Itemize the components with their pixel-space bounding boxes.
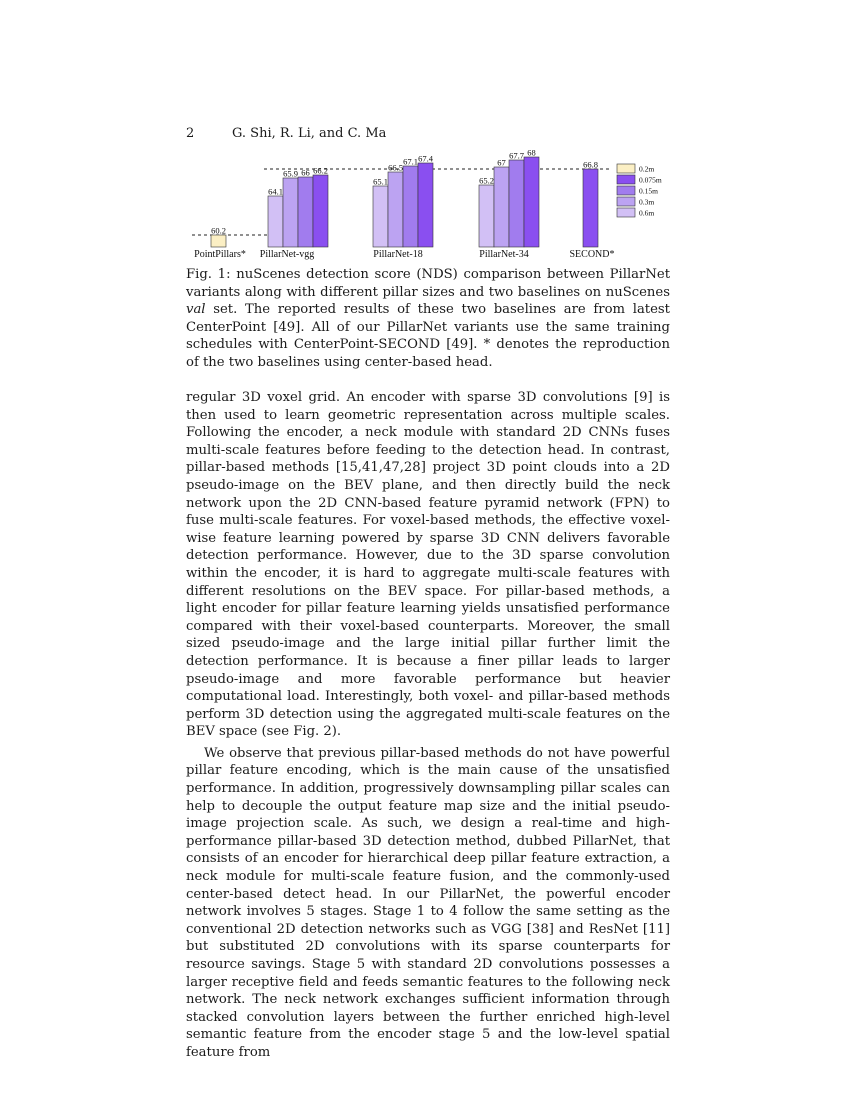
bar-second-0.075m [583, 169, 598, 247]
caption-italic: val [186, 302, 206, 318]
legend-label: 0.075m [639, 175, 662, 185]
bar-pillarnet34-0.15m [509, 160, 524, 247]
nds-bar-chart [186, 147, 676, 260]
bar-pillarnet18-0.6m [373, 186, 388, 247]
paragraph: We observe that previous pillar-based methods do not have powerful pillar feature encoding, which is the main cause of the unsatisfied performance. In addition, progressively downsampling pillar scales can help to decouple the output feature map size and the initial pseudo-image projection scale. As such, we design a real-time and high-performance pillar-based 3D detection method, dubbed PillarNet, that consists of an encoder for hierarchical deep pillar feature extraction, a neck module for multi-scale feature fusion, and the commonly-used center-based detect head. In our PillarNet, the powerful encoder network involves 5 stages. Stage 1 to 4 follow the same setting as the conventional 2D detection networks such as VGG [38] and ResNet [11] but substituted 2D convolutions with its sparse counterparts for resource savings. Stage 5 with standard 2D convolutions possesses a larger receptive field and feeds semantic features to the following neck network. The neck network exchanges sufficient information through stacked convolution layers between the further enriched high-level semantic feature from the encoder stage 5 and the low-level spatial feature from [186, 745, 670, 1060]
group-label: PillarNet-34 [479, 249, 529, 260]
body-text [186, 389, 670, 1062]
bar-value-label: 67 [497, 157, 506, 168]
bar-pillarnet18-0.15m [403, 166, 418, 247]
legend-swatch [617, 175, 635, 184]
bar-pillarnet34-0.6m [479, 185, 494, 247]
group-label: SECOND* [569, 249, 615, 260]
bar-value-label: 66.8 [583, 159, 598, 170]
bar-pillarnet34-0.3m [494, 167, 509, 247]
bar-value-label: 66.2 [313, 165, 328, 176]
caption-text-1: nuScenes detection score (NDS) comparison between PillarNet variants along with different pillar sizes and two baselines on nuScenes [186, 267, 670, 300]
bar-pillarnetvgg-0.6m [268, 196, 283, 247]
group-label: PillarNet-vgg [259, 249, 315, 260]
bar-pillarnet18-0.075m [418, 163, 433, 247]
bar-pillarnetvgg-0.15m [298, 177, 313, 247]
bar-pillarnetvgg-0.075m [313, 175, 328, 247]
bar-value-label: 65.9 [283, 168, 298, 179]
bar-value-label: 60.2 [211, 225, 226, 236]
bar-pillarnet34-0.075m [524, 157, 539, 247]
figure-label: Fig. 1: [186, 267, 231, 282]
bar-value-label: 65.2 [479, 175, 494, 186]
legend-label: 0.2m [639, 164, 655, 174]
bar-value-label: 66 [301, 167, 310, 178]
bar-pointpillars-0.2m [211, 235, 226, 247]
figure-caption [186, 266, 670, 372]
legend-swatch [617, 197, 635, 206]
group-label: PointPillars* [194, 249, 246, 260]
legend-label: 0.3m [639, 197, 655, 207]
legend-swatch [617, 208, 635, 217]
legend-label: 0.15m [639, 186, 658, 196]
legend-swatch [617, 164, 635, 173]
bar-value-label: 65.1 [373, 176, 388, 187]
running-header [186, 126, 386, 141]
caption-text-2: set. The reported results of these two baselines are from latest CenterPoint [49]. All of our PillarNet variants use the same training schedules with CenterPoint-SECOND [49]. * denotes the reproduction of the two baselines using center-based head. [186, 302, 670, 370]
legend-label: 0.6m [639, 208, 655, 218]
bar-value-label: 66.5 [388, 162, 403, 173]
paragraph: regular 3D voxel grid. An encoder with sparse 3D convolutions [9] is then used to learn geometric representation across multiple scales. Following the encoder, a neck module with standard 2D CNNs fuses multi-scale features before feeding to the detection head. In contrast, pillar-based methods [15,41,47,28] project 3D point clouds into a 2D pseudo-image on the BEV plane, and then directly build the neck network upon the 2D CNN-based feature pyramid network (FPN) to fuse multi-scale features. For voxel-based methods, the effective voxel-wise feature learning powered by sparse 3D CNN delivers favorable detection performance. However, due to the 3D sparse convolution within the encoder, it is hard to aggregate multi-scale features with different resolutions on the BEV space. For pillar-based methods, a light encoder for pillar feature learning yields unsatisfied performance compared with their voxel-based counterparts. Moreover, the small sized pseudo-image and the large initial pillar further limit the detection performance. It is because a finer pillar leads to larger pseudo-image and more favorable performance but heavier computational load. Interestingly, both voxel- and pillar-based methods perform 3D detection using the aggregated multi-scale features on the BEV space (see Fig. 2). [186, 390, 670, 740]
bar-value-label: 67.4 [418, 153, 433, 164]
page-number: 2 [186, 126, 195, 141]
bar-value-label: 67.1 [403, 156, 418, 167]
legend-swatch [617, 186, 635, 195]
bar-value-label: 67.7 [509, 150, 524, 161]
author-list: G. Shi, R. Li, and C. Ma [232, 126, 387, 141]
bar-pillarnetvgg-0.3m [283, 178, 298, 247]
bar-pillarnet18-0.3m [388, 172, 403, 247]
bar-value-label: 68 [527, 147, 536, 158]
bar-value-label: 64.1 [268, 186, 283, 197]
group-label: PillarNet-18 [373, 249, 423, 260]
